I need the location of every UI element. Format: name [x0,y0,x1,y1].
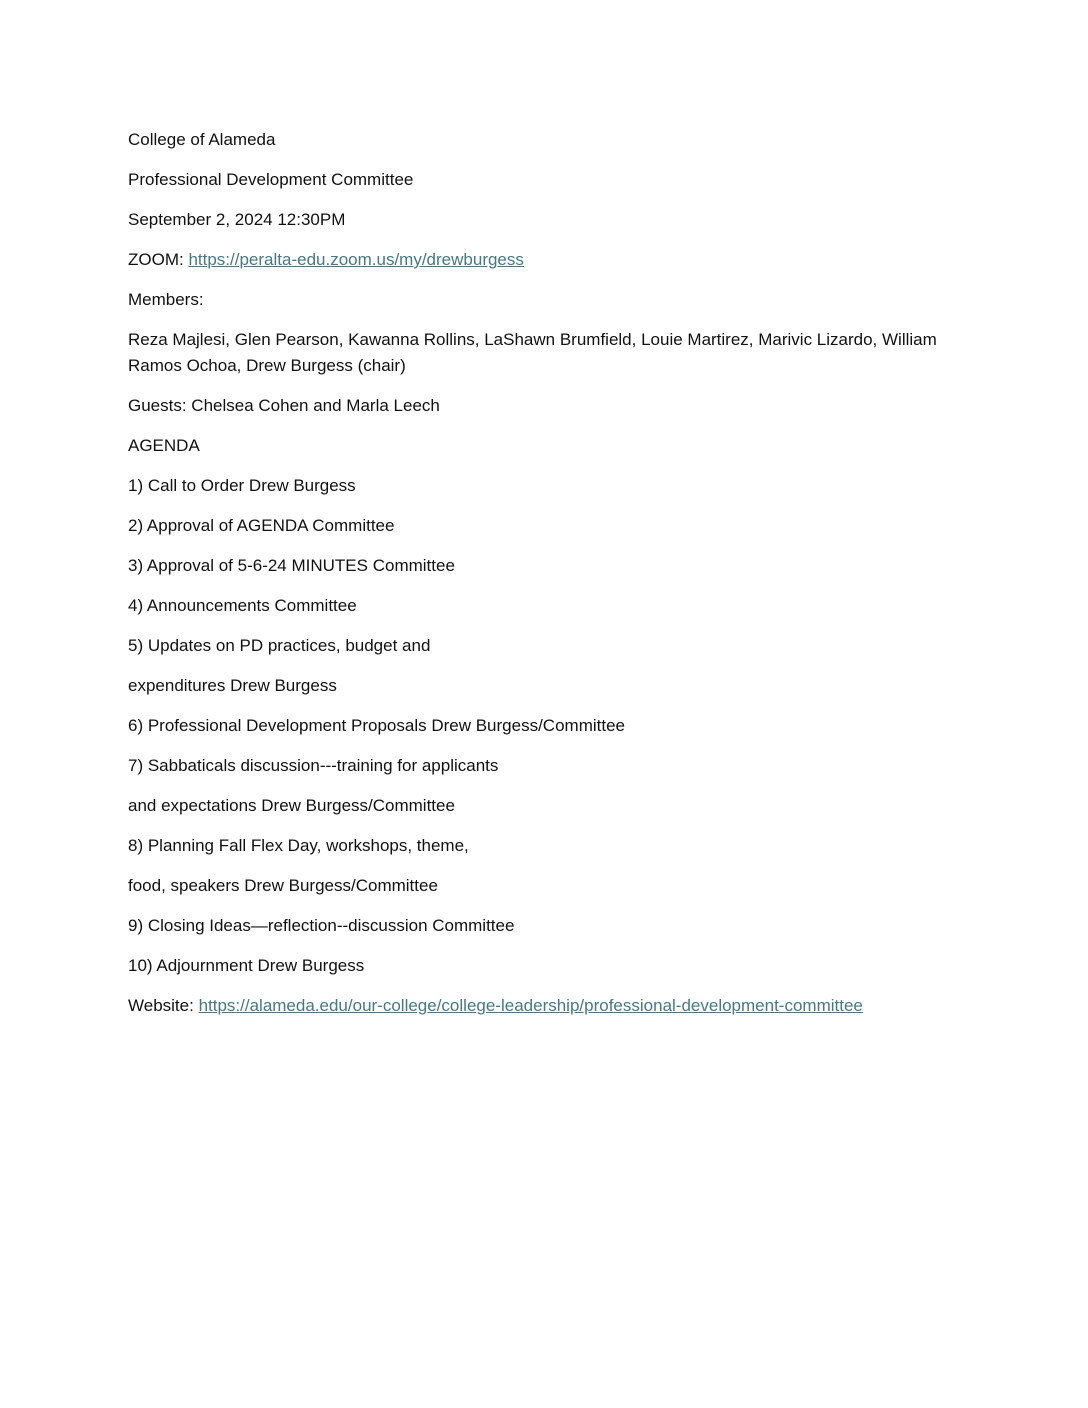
meeting-datetime: September 2, 2024 12:30PM [128,210,346,229]
agenda-item: 10) Adjournment Drew Burgess [128,956,365,975]
agenda-item: and expectations Drew Burgess/Committee [128,796,455,815]
guests: Guests: Chelsea Cohen and Marla Leech [128,396,440,415]
website-label: Website: [128,996,194,1015]
website-link[interactable]: https://alameda.edu/our-college/college-leadership/professional-development-committee [198,996,863,1015]
agenda-item: 3) Approval of 5-6-24 MINUTES Committee [128,556,455,575]
agenda-item: food, speakers Drew Burgess/Committee [128,876,438,895]
members-list: Reza Majlesi, Glen Pearson, Kawanna Rollins, LaShawn Brumfield, Louie Martirez, Marivic Lizardo, William Ramos Ochoa, Drew Burgess (chair) [128,330,937,375]
agenda-item: 7) Sabbaticals discussion---training for applicants [128,756,499,775]
agenda-item: expenditures Drew Burgess [128,676,337,695]
zoom-line [128,247,958,273]
agenda-item: 2) Approval of AGENDA Committee [128,516,395,535]
college-name: College of Alameda [128,130,276,149]
website-line [128,993,958,1019]
zoom-label: ZOOM: [128,250,184,269]
agenda-title: AGENDA [128,436,200,455]
zoom-link[interactable]: https://peralta-edu.zoom.us/my/drewburgess [188,250,524,269]
agenda-item: 9) Closing Ideas—reflection--discussion Committee [128,916,515,935]
agenda-item: 4) Announcements Committee [128,596,357,615]
committee-name: Professional Development Committee [128,170,414,189]
agenda-item: 6) Professional Development Proposals Drew Burgess/Committee [128,716,625,735]
agenda-item: 1) Call to Order Drew Burgess [128,476,356,495]
members-label: Members: [128,290,204,309]
document-page [128,127,958,1033]
agenda-item: 8) Planning Fall Flex Day, workshops, theme, [128,836,469,855]
agenda-item: 5) Updates on PD practices, budget and [128,636,431,655]
